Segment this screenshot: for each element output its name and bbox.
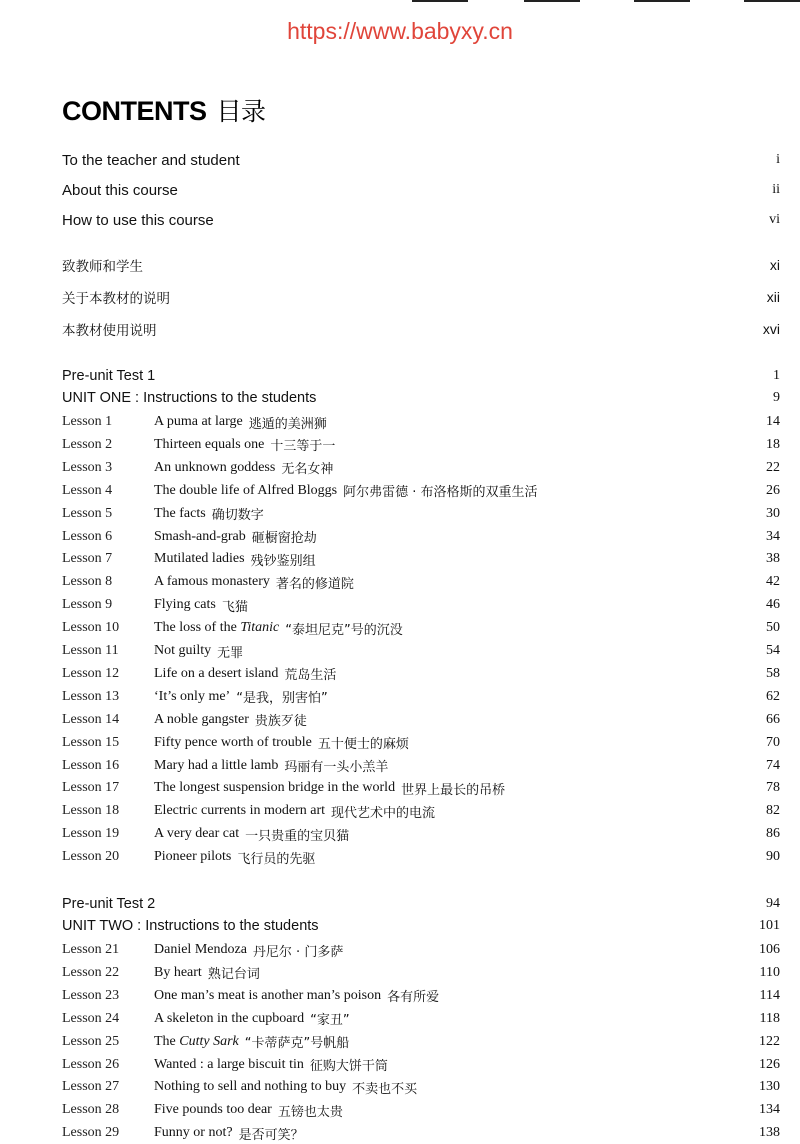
lesson-label: Lesson 20 (62, 849, 120, 865)
lesson-page: 58 (766, 665, 780, 681)
lesson-title: Life on a desert island (154, 665, 279, 681)
lesson-label: Lesson 21 (62, 942, 120, 957)
lesson-title-cn: 无名女神 (281, 462, 334, 478)
lesson-title: Mutilated ladies (154, 551, 245, 567)
lesson-title-cn: 阿尔弗雷德 · 布洛格斯的双重生活 (343, 485, 538, 501)
lesson-title (154, 1034, 239, 1050)
lesson-title-cn: “家丑” (310, 1013, 350, 1029)
lesson-title: Wanted : a large biscuit tin (154, 1056, 304, 1072)
top-rule-3 (634, 0, 690, 2)
entry-page: xii (766, 289, 780, 305)
lesson-page: 106 (759, 942, 780, 957)
lesson-entry[interactable] (62, 732, 780, 754)
lesson-page: 122 (759, 1033, 780, 1049)
lesson-title: Daniel Mendoza (154, 942, 247, 957)
lesson-page: 110 (759, 964, 780, 980)
lesson-page: 26 (766, 482, 780, 498)
lesson-title: A very dear cat (154, 826, 240, 842)
lesson-label: Lesson 17 (62, 780, 120, 796)
lesson-label: Lesson 27 (62, 1079, 120, 1095)
lesson-title-cn: 贵族歹徒 (254, 714, 307, 730)
lesson-title-cn: “是我，别害怕” (236, 691, 328, 707)
lesson-label: Lesson 2 (62, 436, 113, 452)
lesson-label: Lesson 1 (62, 414, 113, 429)
unit-entry[interactable] (62, 915, 780, 937)
lesson-label: Lesson 28 (62, 1102, 120, 1118)
lesson-title-prefix: The (154, 1033, 180, 1049)
entry-text: How to use this course (62, 211, 214, 229)
lesson-title: A puma at large (154, 414, 243, 429)
unit-entry[interactable] (62, 387, 780, 409)
toc-entry[interactable] (62, 209, 780, 231)
lesson-label: Lesson 23 (62, 987, 120, 1003)
toc-entry[interactable] (62, 286, 780, 308)
lesson-title: Pioneer pilots (154, 849, 232, 865)
lesson-title-cn: 丹尼尔 · 门多萨 (252, 944, 344, 960)
lesson-title: The longest suspension bridge in the world (154, 780, 396, 796)
lesson-title-cn: 十三等于一 (270, 439, 336, 455)
lesson-label: Lesson 8 (62, 574, 113, 590)
lesson-label: Lesson 6 (62, 528, 113, 544)
lesson-title-cn: 现代艺术中的电流 (331, 805, 436, 821)
lesson-entry[interactable] (62, 755, 780, 777)
pretest-entry[interactable] (62, 365, 780, 387)
top-rule-2 (524, 0, 580, 2)
lesson-entry[interactable] (62, 434, 780, 456)
entry-page: xvi (762, 321, 780, 337)
lesson-title-cn: 世界上最长的吊桥 (401, 782, 506, 798)
lesson-entry[interactable] (62, 503, 780, 525)
lesson-title: Thirteen equals one (154, 436, 265, 452)
lesson-title: Fifty pence worth of trouble (154, 734, 312, 750)
lesson-title: A skeleton in the cupboard (154, 1010, 305, 1026)
lesson-title: By heart (154, 964, 202, 980)
lesson-label: Lesson 19 (62, 826, 120, 842)
lesson-entry[interactable] (62, 1054, 780, 1076)
lesson-title-cn: 著名的修道院 (275, 576, 354, 592)
lesson-entry[interactable] (62, 1076, 780, 1098)
lesson-label: Lesson 16 (62, 757, 120, 773)
lesson-title: The facts (154, 505, 206, 521)
lesson-entry[interactable] (62, 686, 780, 708)
lesson-label: Lesson 15 (62, 734, 120, 750)
entry-page: vi (769, 212, 780, 227)
lesson-title-italic: Cutty Sark (179, 1033, 239, 1049)
lesson-title-cn: 五镑也太贵 (277, 1104, 343, 1120)
lesson-entry[interactable] (62, 1031, 780, 1053)
lesson-entry[interactable] (62, 411, 780, 433)
entry-page: 94 (766, 896, 780, 911)
lesson-entry[interactable] (62, 800, 780, 822)
lesson-page: 34 (766, 528, 780, 544)
lesson-page: 66 (766, 711, 780, 727)
lesson-label: Lesson 13 (62, 688, 120, 704)
lesson-page: 130 (759, 1079, 780, 1095)
lesson-entry[interactable] (62, 640, 780, 662)
lesson-entry[interactable] (62, 962, 780, 984)
entry-page: 1 (773, 368, 780, 383)
lesson-page: 114 (759, 987, 780, 1003)
lesson-label: Lesson 9 (62, 597, 113, 613)
lesson-entry[interactable] (62, 617, 780, 639)
entry-page: ii (772, 182, 780, 197)
lesson-page: 18 (766, 436, 780, 452)
lesson-page: 86 (766, 826, 780, 842)
lesson-entry[interactable] (62, 480, 780, 502)
lesson-page: 90 (766, 849, 780, 865)
lesson-title-cn: 飞行员的先驱 (237, 851, 316, 867)
lesson-title-cn: 飞猫 (221, 599, 248, 615)
entry-page: 9 (773, 390, 780, 405)
lesson-entry[interactable] (62, 1008, 780, 1030)
lesson-label: Lesson 26 (62, 1056, 120, 1072)
lesson-title: A noble gangster (154, 711, 249, 727)
lesson-page: 54 (766, 643, 780, 658)
lesson-label: Lesson 29 (62, 1125, 120, 1141)
toc-entry[interactable] (62, 254, 780, 276)
lesson-title-cn: 五十便士的麻烦 (317, 737, 409, 753)
lesson-title-cn: 逃遁的美洲狮 (248, 416, 327, 432)
lesson-page: 62 (766, 688, 780, 704)
toc-entry[interactable] (62, 149, 780, 171)
entry-text: 关于本教材的说明 (62, 291, 170, 307)
lesson-entry[interactable] (62, 939, 780, 961)
lesson-title: One man’s meat is another man’s poison (154, 987, 382, 1003)
entry-text: Pre-unit Test 1 (62, 368, 156, 384)
lesson-entry[interactable] (62, 571, 780, 593)
lesson-title-cn: 是否可笑？ (238, 1127, 304, 1143)
entry-page: i (776, 152, 780, 167)
lesson-page: 42 (766, 574, 780, 590)
lesson-title: The double life of Alfred Bloggs (154, 482, 338, 498)
lesson-page: 70 (766, 734, 780, 750)
lesson-title-cn: 无罪 (217, 645, 244, 661)
lesson-page: 38 (766, 551, 780, 567)
lesson-label: Lesson 3 (62, 459, 113, 475)
lesson-title: A famous monastery (154, 574, 270, 590)
lesson-title-cn: “卡蒂萨克”号帆船 (244, 1036, 350, 1052)
lesson-title-cn: 确切数字 (211, 508, 264, 524)
toc-entry[interactable] (62, 318, 780, 340)
lesson-page: 118 (759, 1010, 780, 1026)
lesson-page: 30 (766, 505, 780, 521)
lesson-page: 22 (766, 459, 780, 475)
lesson-page: 46 (766, 597, 780, 613)
lesson-label: Lesson 14 (62, 711, 120, 727)
lesson-title-cn: 一只贵重的宝贝猫 (245, 828, 350, 844)
watermark-url: https://www.babyxy.cn (287, 18, 513, 44)
lesson-label: Lesson 25 (62, 1033, 120, 1049)
entry-page: xi (769, 257, 780, 273)
lesson-title-cn: 不卖也不买 (352, 1081, 418, 1097)
lesson-page: 78 (766, 780, 780, 796)
lesson-title-cn: 征购大饼干筒 (309, 1059, 388, 1074)
lesson-label: Lesson 5 (62, 505, 113, 521)
lesson-page: 82 (766, 803, 780, 819)
lesson-title: Five pounds too dear (154, 1102, 272, 1118)
lesson-title-cn: 残钞鉴别组 (250, 553, 316, 569)
lesson-entry[interactable] (62, 594, 780, 616)
lesson-label: Lesson 24 (62, 1010, 120, 1026)
lesson-entry[interactable] (62, 985, 780, 1007)
lesson-label: Lesson 11 (62, 643, 119, 658)
entry-text: UNIT TWO : Instructions to the students (62, 918, 319, 934)
title-cn: 目录 (216, 97, 266, 126)
lesson-entry[interactable] (62, 548, 780, 570)
lesson-title-cn: 荒岛生活 (284, 668, 337, 684)
top-rule-1 (412, 0, 468, 2)
toc-entry[interactable] (62, 179, 780, 201)
lesson-entry[interactable] (62, 823, 780, 845)
title-en: CONTENTS (62, 96, 207, 126)
lesson-page: 126 (759, 1056, 780, 1072)
lesson-page: 138 (759, 1125, 780, 1141)
lesson-title: Not guilty (154, 643, 212, 658)
page-title (62, 92, 266, 128)
entry-text: UNIT ONE : Instructions to the students (62, 390, 317, 406)
lesson-title: Funny or not? (154, 1125, 233, 1141)
lesson-title-cn: 砸橱窗抢劫 (251, 531, 317, 546)
entry-text: 致教师和学生 (62, 259, 143, 275)
lesson-label: Lesson 12 (62, 665, 120, 681)
lesson-title-italic: Titanic (240, 620, 280, 636)
lesson-label: Lesson 7 (62, 551, 113, 567)
lesson-title-cn: 熟记台词 (207, 967, 260, 983)
pretest-entry[interactable] (62, 893, 780, 915)
lesson-page: 50 (766, 620, 780, 636)
entry-text: 本教材使用说明 (62, 323, 157, 339)
lesson-title: Flying cats (154, 597, 216, 613)
lesson-title: Smash-and-grab (154, 528, 246, 544)
lesson-page: 14 (766, 414, 780, 429)
lesson-entry[interactable] (62, 526, 780, 548)
lesson-title-cn: “泰坦尼克”号的沉没 (285, 622, 403, 638)
lesson-label: Lesson 18 (62, 803, 120, 819)
entry-text: Pre-unit Test 2 (62, 896, 156, 912)
lesson-title-prefix: The loss of the (154, 620, 241, 636)
lesson-entry[interactable] (62, 1099, 780, 1121)
lesson-entry[interactable] (62, 777, 780, 799)
entry-text: To the teacher and student (62, 151, 240, 169)
lesson-entry[interactable] (62, 663, 780, 685)
lesson-label: Lesson 22 (62, 964, 120, 980)
lesson-title-cn: 玛丽有一头小羔羊 (284, 760, 389, 775)
lesson-label: Lesson 10 (62, 620, 120, 636)
lesson-entry[interactable] (62, 457, 780, 479)
lesson-title: ‘It’s only me’ (154, 688, 231, 704)
lesson-title-cn: 各有所爱 (387, 990, 440, 1006)
lesson-page: 134 (759, 1102, 780, 1118)
top-rule-4 (744, 0, 800, 2)
lesson-title (154, 620, 279, 636)
lesson-label: Lesson 4 (62, 482, 113, 498)
lesson-entry[interactable] (62, 846, 780, 868)
lesson-title: Nothing to sell and nothing to buy (154, 1079, 347, 1095)
lesson-title: An unknown goddess (154, 459, 276, 475)
lesson-page: 74 (766, 757, 780, 773)
lesson-entry[interactable] (62, 709, 780, 731)
entry-text: About this course (62, 181, 178, 199)
entry-page: 101 (759, 918, 780, 933)
lesson-title: Electric currents in modern art (154, 803, 326, 819)
lesson-title: Mary had a little lamb (154, 757, 279, 773)
lesson-entry[interactable] (62, 1122, 780, 1144)
